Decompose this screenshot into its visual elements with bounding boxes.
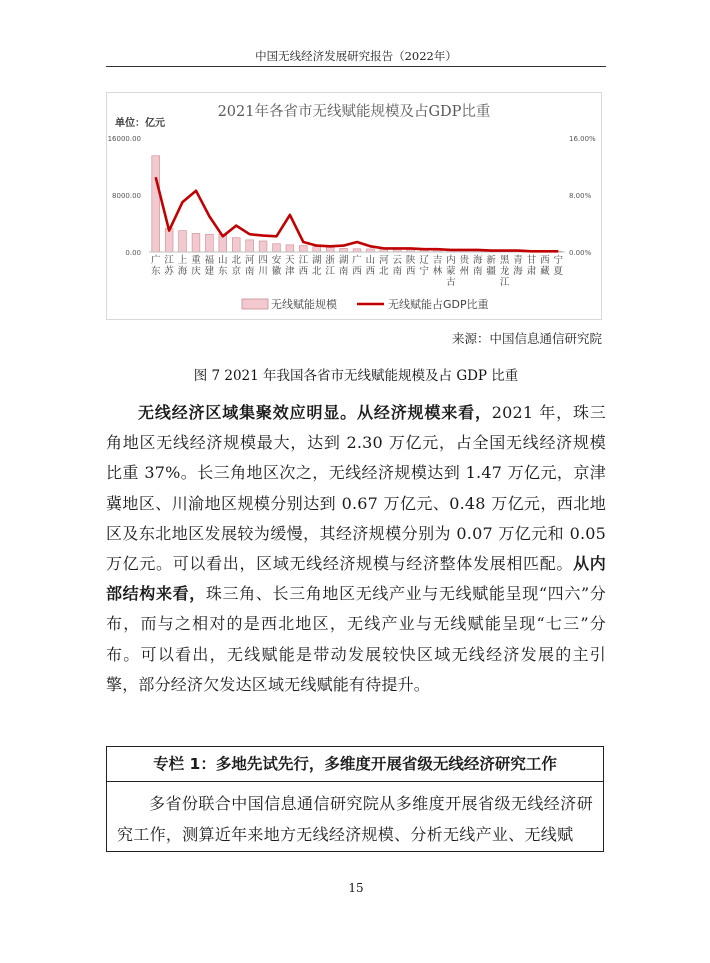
paragraph-text-2: 珠三角、长三角地区无线产业与无线赋能呈现“四六”分布，而与之相对的是西北地区，无线产业与无线赋能呈现“七三”分布。可以看出，无线赋能是带动发展较快区域无线经济发展的主引擎，部分经济欠发达区域无线赋能有待提升。 bbox=[106, 584, 606, 694]
y-tick-label: 16000.00 bbox=[107, 135, 141, 143]
x-tick-label: 福建 bbox=[204, 255, 215, 277]
x-tick-label: 吉林 bbox=[432, 255, 443, 277]
x-tick-label: 辽宁 bbox=[419, 255, 429, 277]
x-tick-label: 浙江 bbox=[325, 255, 335, 277]
bar-series bbox=[152, 156, 562, 252]
paragraph bbox=[106, 398, 606, 700]
bar bbox=[205, 234, 213, 252]
x-tick-label: 北京 bbox=[231, 255, 241, 277]
x-tick-label: 青海 bbox=[513, 255, 523, 277]
bar bbox=[152, 156, 160, 252]
x-tick-label: 新疆 bbox=[486, 255, 496, 277]
box-title: 专栏 1：多地先试先行，多维度开展省级无线经济研究工作 bbox=[107, 747, 603, 782]
running-header: 中国无线经济发展研究报告（2022年） bbox=[255, 49, 457, 63]
y-axis-ticks bbox=[108, 135, 141, 257]
x-axis-labels bbox=[151, 254, 564, 288]
bar bbox=[313, 247, 321, 252]
x-tick-label: 江西 bbox=[298, 255, 309, 277]
x-tick-label: 广西 bbox=[352, 255, 362, 277]
chart bbox=[107, 93, 601, 319]
x-tick-label: 湖北 bbox=[311, 255, 322, 277]
x-tick-label: 西藏 bbox=[540, 255, 550, 277]
y-tick-label: 0.00 bbox=[125, 249, 141, 257]
figure-caption: 图 7 2021 年我国各省市无线赋能规模及占 GDP 比重 bbox=[193, 368, 519, 384]
box-body: 多省份联合中国信息通信研究院从多维度开展省级无线经济研究工作，测算近年来地方无线经济规模、分析无线产业、无线赋 bbox=[117, 794, 593, 844]
bar bbox=[326, 247, 334, 252]
x-tick-label: 贵州 bbox=[459, 255, 470, 277]
x-tick-label: 云南 bbox=[392, 255, 403, 277]
paragraph-lead-3: 从内部结构来看， bbox=[106, 554, 606, 604]
x-tick-label: 陕西 bbox=[405, 255, 416, 277]
x-tick-label: 黑龙江 bbox=[499, 255, 510, 288]
ratio-line bbox=[156, 177, 559, 251]
y2-axis-ticks bbox=[569, 135, 596, 257]
x-tick-label: 山东 bbox=[218, 255, 228, 277]
legend bbox=[242, 297, 489, 311]
x-tick-label: 甘肃 bbox=[526, 255, 537, 277]
x-tick-label: 河北 bbox=[379, 255, 389, 277]
paragraph-lead: 无线经济区域集聚效应明显。 bbox=[138, 403, 358, 422]
bar bbox=[286, 245, 294, 252]
paragraph-text-1: 2021 年，珠三角地区无线经济规模最大，达到 2.30 万亿元，占全国无线经济规模比重 37%。长三角地区次之，无线经济规模达到 1.47 万亿元，京津冀地区、川渝地区规模分别达到 0.67 万亿元、0.48 万亿元，西北地区及东北地区发展较为缓慢，其经济规模分别为 0.07 万亿元和 0.05 万亿元。可以看出，区域无线经济规模与经济整体发展相匹配。 bbox=[106, 403, 606, 574]
chart-title: 2021年各省市无线赋能规模及占GDP比重 bbox=[217, 104, 491, 120]
bar bbox=[299, 246, 307, 252]
x-tick-label: 山西 bbox=[365, 255, 376, 277]
x-tick-label: 广东 bbox=[150, 255, 161, 277]
bar bbox=[273, 244, 281, 252]
chart-frame bbox=[106, 92, 602, 320]
bar bbox=[232, 238, 240, 252]
x-tick-label: 四川 bbox=[258, 255, 268, 277]
y2-tick-label: 0.00% bbox=[569, 249, 592, 257]
header-rule bbox=[106, 66, 606, 67]
legend-bar-swatch bbox=[242, 299, 268, 309]
bar bbox=[340, 248, 348, 252]
y-axis-unit-label: 单位：亿元 bbox=[115, 118, 165, 129]
paragraph-lead-2: 从经济规模来看， bbox=[357, 403, 492, 422]
figure-source: 来源：中国信息通信研究院 bbox=[451, 331, 602, 346]
x-tick-label: 江苏 bbox=[164, 255, 174, 277]
x-tick-label: 内蒙古 bbox=[446, 255, 456, 288]
x-tick-label: 重庆 bbox=[191, 255, 201, 277]
bar bbox=[259, 241, 267, 252]
legend-bar-label: 无线赋能规模 bbox=[271, 298, 337, 311]
bar bbox=[179, 231, 187, 252]
x-tick-label: 天津 bbox=[285, 255, 295, 277]
page-number: 15 bbox=[348, 881, 364, 895]
x-tick-label: 河南 bbox=[244, 255, 255, 277]
y2-tick-label: 16.00% bbox=[569, 135, 596, 143]
x-tick-label: 海南 bbox=[473, 255, 483, 277]
bar bbox=[246, 240, 254, 252]
sidebar-box bbox=[106, 746, 604, 852]
bar bbox=[165, 228, 173, 252]
legend-line-label: 无线赋能占GDP比重 bbox=[388, 298, 489, 311]
bar bbox=[192, 233, 200, 252]
y2-tick-label: 8.00% bbox=[569, 192, 592, 200]
x-tick-label: 湖南 bbox=[338, 255, 349, 277]
y-tick-label: 8000.00 bbox=[112, 192, 141, 200]
x-tick-label: 上海 bbox=[177, 255, 188, 277]
x-tick-label: 安徽 bbox=[271, 255, 282, 277]
body-text bbox=[106, 398, 606, 700]
x-tick-label: 宁夏 bbox=[553, 255, 564, 277]
